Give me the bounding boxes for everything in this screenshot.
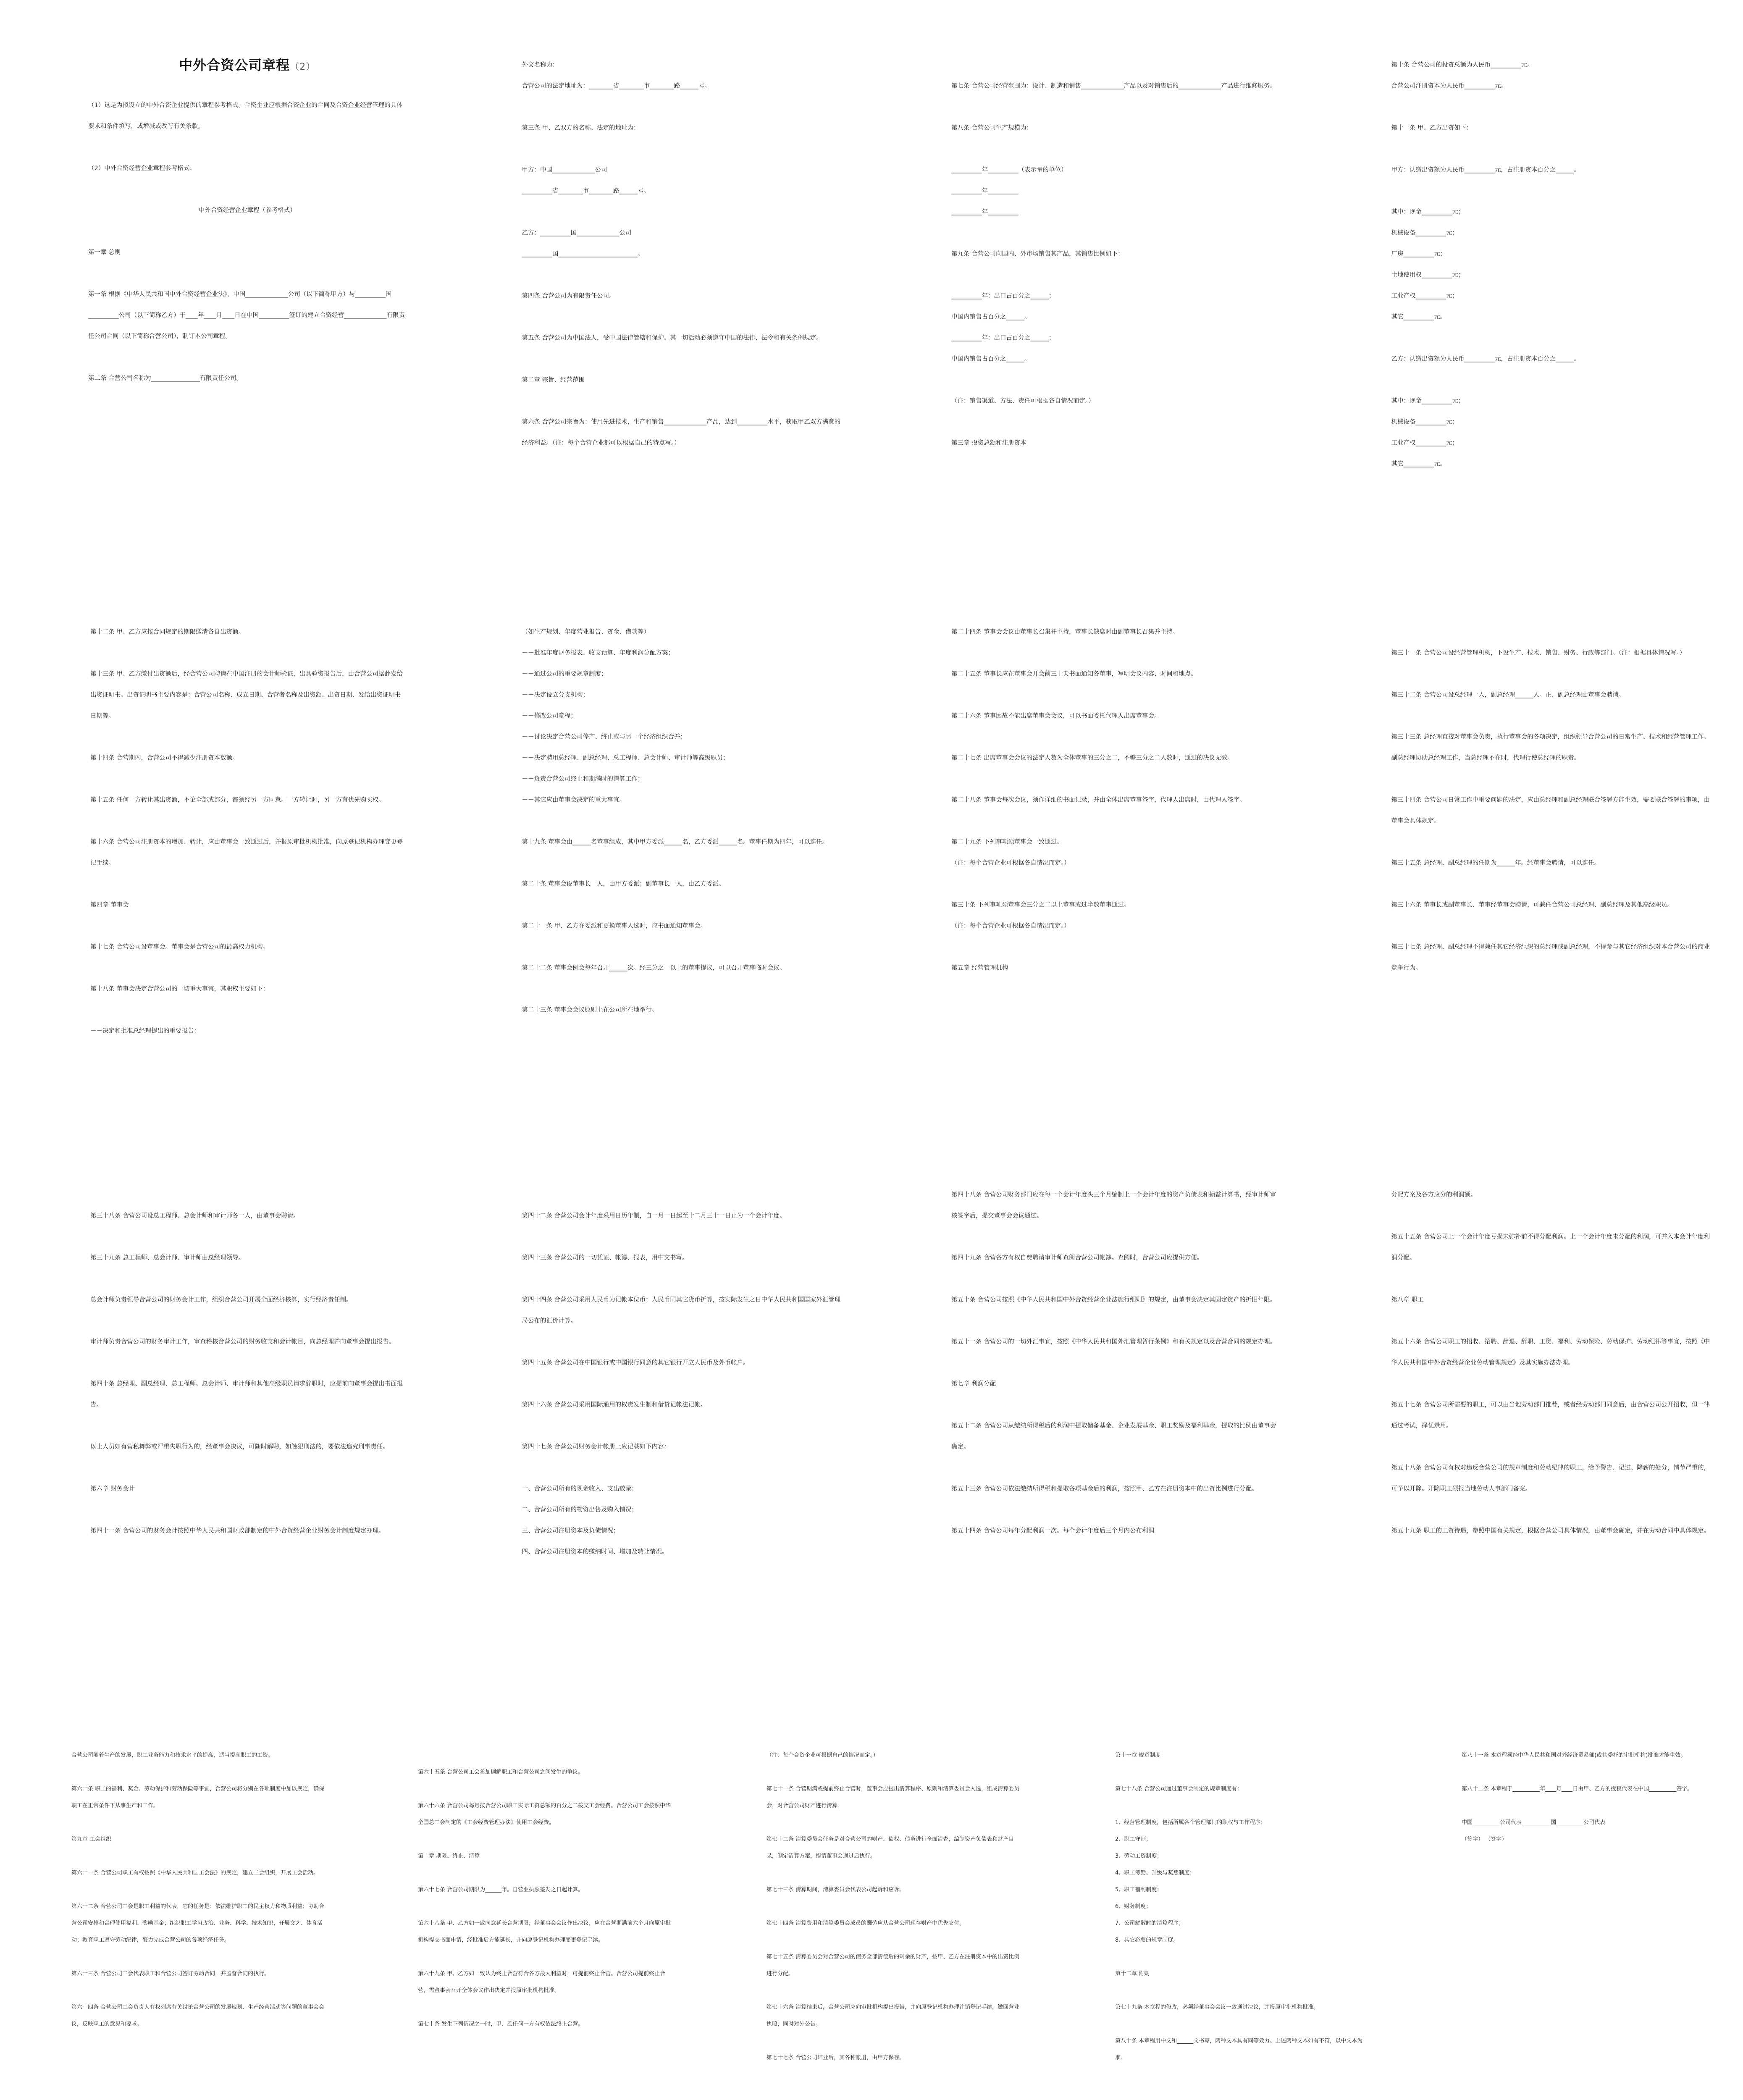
paragraph: __________国__________________________。 [522,251,644,257]
paragraph: 8、其它必要的规章制度。 [1115,1937,1179,1943]
paragraph: 第七条 合营公司经营范围为：设计、制造和销售______________产品以及对销售后的______________产品进行维修服务。 [951,83,1276,89]
page-body [951,622,1278,979]
page-11 [872,1184,1307,1562]
paragraph: 第二十八条 董事会每次会议，须作详细的书面记录，并由全体出席董事签字，代理人出席时，由代理人签字。 [951,797,1246,803]
paragraph: 第三十五条 总经理、副总经理的任期为______年。经董事会聘请，可以连任。 [1391,860,1601,866]
paragraph: 第三十九条 总工程师、总会计师、审计师由总经理领导。 [90,1255,245,1261]
paragraph: －－决定和批准总经理提出的重要报告： [90,1028,200,1034]
paragraph: （签字） （签字） [1462,1836,1507,1843]
paragraph: 第十五条 任何一方转让其出资额，不论全部或部分，都须经另一方同意。一方转让时，另一方有优先购买权。 [90,797,385,803]
paragraph: 第四十三条 合营公司的一切凭证、帐簿、报表，用中文书写。 [522,1255,688,1261]
page-8 [1307,622,1743,1042]
paragraph: 第八十一条 本章程须经中华人民共和国对外经济贸易部(或其委托的审批机构)批准才能生效。 [1462,1752,1686,1759]
paragraph: __________年__________ [951,188,1018,194]
paragraph: 第二十条 董事会设董事长一人，由甲方委派；副董事长一人，由乙方委派。 [522,881,725,887]
paragraph: 第七十四条 清算费用和清算委员会成员的酬劳应从合营公司现存财产中优先支付。 [766,1920,965,1927]
paragraph: 第四章 董事会 [90,902,129,908]
page-body [71,1747,328,2033]
paragraph: 第二十三条 董事会会议原则上在公司所在地举行。 [522,1007,658,1013]
paragraph: 第五十二条 合营公司从缴纳所得税后的利润中提取储备基金、企业发展基金、职工奖励及福利基金，提取的比例由董事会确定。 [951,1423,1276,1450]
paragraph: 第四十二条 合营公司会计年度采用日历年制，自一月一日起至十二月三十一日止为一个会计年度。 [522,1213,786,1219]
paragraph: 第五十条 合营公司按照《中华人民共和国中外合资经营企业法施行细则》的规定，由董事会决定其固定资产的折旧年限。 [951,1297,1276,1303]
paragraph: 第八章 职工 [1391,1297,1424,1303]
paragraph: 第五十七条 合营公司所需要的职工，可以由当地劳动部门推荐，或者经劳动部门同意后，由合营公司公开招收，但一律通过考试，择优录用。 [1391,1402,1710,1429]
page-body [1462,1747,1726,1848]
paragraph: －－负责合营公司终止和期满时的清算工作； [522,776,644,782]
paragraph: 第三十四条 合营公司日常工作中重要问题的决定，应由总经理和副总经理联合签署方能生效，需要联合签署的事项，由董事会具体规定。 [1391,797,1710,824]
paragraph: 第五十五条 合营公司上一个会计年度亏损未弥补前不得分配利润。上一个会计年度未分配的利润，可并入本会计年度利润分配。 [1391,1234,1710,1261]
paragraph: 4、职工考勤、升级与奖惩制度； [1115,1870,1195,1876]
paragraph: 机械设备__________元； [1391,419,1458,425]
paragraph: 第五章 经营管理机构 [951,965,1008,971]
page-17 [1394,1747,1743,2066]
paragraph: （2）中外合资经营企业章程参考格式： [88,165,196,172]
page-16 [1046,1747,1394,2066]
paragraph: 第二十七条 出席董事会会议的法定人数为全体董事的三分之二，不够三分之二人数时，通过的决议无效。 [951,755,1234,761]
paragraph: －－决定聘用总经理、副总经理、总工程师、总会计师、审计师等高级职员； [522,755,729,761]
page-body [90,1205,407,1541]
page-1 [0,55,436,475]
paragraph: 审计师负责合营公司的财务审计工作，审查稽核合营公司的财务收支和会计帐目，向总经理并向董事会提出报告。 [90,1339,395,1345]
paragraph: 6、财务制度； [1115,1903,1152,1910]
paragraph: 第六十八条 甲、乙方如一致同意延长合营期限，经董事会会议作出决议，应在合营期满前六个月向原审批机构提交书面申请，经批准后方能延长，并向原登记机构办理变更登记手续。 [418,1920,671,1943]
paragraph: 第七十一条 合营期满或提前终止合营时，董事会应提出清算程序、原则和清算委员会人选，组成清算委员会，对合营公司财产进行清算。 [766,1786,1020,1809]
paragraph: 第七十九条 本章程的修改，必须经董事会会议一致通过决议，并报原审批机构批准。 [1115,2004,1319,2011]
paragraph: 工业产权__________元； [1391,293,1458,299]
paragraph: 以上人员如有营私舞弊或严重失职行为的，经董事会决议，可随时解聘，如触犯刑法的，要依法追究刑事责任。 [90,1444,389,1450]
page-6 [436,622,872,1042]
page-title [88,55,407,74]
paragraph: 第二十五条 董事长应在董事会开会前三十天书面通知各董事，写明会议内容、时间和地点。 [951,671,1197,677]
paragraph: 第五十一条 合营公司的一切外汇事宜，按照《中华人民共和国外汇管理暂行条例》和有关规定以及合营合同的规定办理。 [951,1339,1276,1345]
paragraph: 第八十二条 本章程于__________年____月____日由甲、乙方的授权代表在中国__________签字。 [1462,1786,1693,1792]
paragraph: 第五十四条 合营公司每年分配利润一次。每个会计年度后三个月内公布利润 [951,1528,1155,1534]
paragraph: 第十二条 甲、乙方应按合同规定的期限缴清各自出资额。 [90,629,245,635]
paragraph: 第二十二条 董事会例会每年召开______次。经三分之一以上的董事提议，可以召开董事临时会议。 [522,965,786,971]
paragraph: 第三十七条 总经理、副总经理不得兼任其它经济组织的总经理或副总经理，不得参与其它经济组织对本合营公司的商业竞争行为。 [1391,944,1710,971]
paragraph: 第六十条 职工的福利、奖金、劳动保护和劳动保险等事宜，合营公司将分别在各项制度中加以规定，确保职工在正常条件下从事生产和工作。 [71,1786,325,1809]
paragraph: 第三章 投资总额和注册资本 [951,440,1026,446]
paragraph: －－其它应由董事会决定的重大事宜。 [522,797,625,803]
paragraph: 外文名称为： [522,62,559,68]
paragraph: 甲方：中国______________公司 [522,167,607,173]
paragraph: 合营公司注册资本为人民币__________元。 [1391,83,1507,89]
paragraph: 第十四条 合营期内，合营公司不得减少注册资本数额。 [90,755,239,761]
paragraph: 第六章 财务会计 [90,1486,135,1492]
page-body [951,76,1278,454]
paragraph: 第七十三条 清算期间，清算委员会代表公司起诉和应诉。 [766,1887,905,1893]
paragraph: 三、合营公司注册资本及负债情况； [522,1528,620,1534]
paragraph: __________省________市________路______号。 [522,188,650,194]
paragraph: 中国__________公司代表 __________国__________公司代表 [1462,1819,1606,1826]
page-body [522,55,843,454]
paragraph: 第八条 合营公司生产规模为： [951,125,1033,131]
paragraph: －－批准年度财务报表、收支预算、年度利润分配方案； [522,650,674,656]
title-suffix: （2） [290,62,316,72]
paragraph: －－通过公司的重要规章制度； [522,671,607,677]
paragraph: （注：每个合营企业可根据各自情况而定。） [951,860,1070,866]
paragraph: 中国内销售占百分之______。 [951,356,1031,362]
paragraph: 第四十九条 合营各方有权自费聘请审计师查阅合营公司帐簿。查阅时，合营公司应提供方便。 [951,1255,1203,1261]
paragraph: 乙方：__________国______________公司 [522,230,632,236]
paragraph: 第三十一条 合营公司设经营管理机构，下设生产、技术、销售、财务、行政等部门。（注：根据具体情况写。） [1391,650,1686,656]
paragraph: 第十七条 合营公司设董事会。董事会是合营公司的最高权力机构。 [90,944,269,950]
paragraph: 第六十一条 合营公司职工有权按照《中华人民共和国工会法》的规定，建立工会组织，开展工会活动。 [71,1870,319,1876]
paragraph: 第十九条 董事会由______名董事组成，其中甲方委派______名，乙方委派______名。董事任期为四年，可以连任。 [522,839,829,845]
paragraph: 第四十四条 合营公司采用人民币为记帐本位币；人民币同其它货币折算，按实际发生之日中华人民共和国国家外汇管理局公布的汇价计算。 [522,1297,841,1324]
paragraph: 第五条 合营公司为中国法人，受中国法律管辖和保护。其一切活动必须遵守中国的法律、法令和有关条例规定。 [522,335,822,341]
paragraph: 一、合营公司所有的现金收入、支出数量； [522,1486,638,1492]
paragraph: －－决定设立分支机构； [522,692,589,698]
paragraph: 土地使用权__________元； [1391,272,1465,278]
page-4 [1307,55,1743,475]
paragraph: 1、经营管理制度，包括所属各个管理部门的职权与工作程序； [1115,1819,1266,1826]
paragraph: 第五十六条 合营公司职工的招收、招聘、辞退、辞职、工资、福利、劳动保险、劳动保护、劳动纪律等事宜，按照《中华人民共和国中外合资经营企业劳动管理规定》及其实施办法办理。 [1391,1339,1710,1366]
paragraph: 第六条 合营公司宗旨为：使用先进技术，生产和销售______________产品，达到__________水平，获取甲乙双方满意的经济利益。（注：每个合营企业都可以根据自己的特点写。） [522,419,841,446]
paragraph: （注：销售渠道、方法、责任可根据各自情况而定。） [951,398,1095,404]
paragraph: 第七十条 发生下列情况之一时，甲、乙任何一方有权依法终止合营。 [418,2021,584,2027]
page-body [1391,55,1714,475]
paragraph: 合营公司随着生产的发展，职工业务能力和技术水平的提高，适当提高职工的工资。 [71,1752,274,1759]
paragraph: 第三十二条 合营公司设总经理一人，副总经理______人。正、副总经理由董事会聘请。 [1391,692,1625,698]
page-14 [349,1747,697,2066]
paragraph: 其中：现金__________元； [1391,209,1465,215]
paragraph: 第三条 甲、乙双方的名称、法定的地址为： [522,125,640,131]
page-body [951,1184,1278,1541]
paragraph: 第一条 根据《中华人民共和国中外合资经营企业法》，中国______________公司（以下简称甲方）与__________国__________公司（以下简称乙方）于____年____月____日在中国__________签订的建立合资经营______________有限责任公司合同（以下简称合营公司），制订本公司章程。 [88,291,405,340]
paragraph: 乙方：认缴出资额为人民币__________元，占注册资本百分之______。 [1391,356,1580,362]
paragraph: 第十条 合营公司的投资总额为人民币__________元。 [1391,62,1533,68]
paragraph: 第二十四条 董事会会议由董事长召集并主持，董事长缺席时由副董事长召集并主持。 [951,629,1179,635]
paragraph: 总会计师负责领导合营公司的财务会计工作，组织合营公司开展全面经济核算，实行经济责任制。 [90,1297,352,1303]
page-row-1 [0,55,1743,475]
paragraph: 第七章 利润分配 [951,1381,996,1387]
paragraph: 第四十八条 合营公司财务部门应在每一个会计年度头三个月编制上一个会计年度的资产负债表和损益计算书，经审计师审核签字后，提交董事会会议通过。 [951,1192,1276,1219]
paragraph: 2、职工守则； [1115,1836,1152,1843]
paragraph: （注：每个合营企业可根据各自情况而定。） [951,923,1070,929]
page-9 [0,1184,436,1562]
title-text: 中外合资公司章程 [179,57,290,73]
page-body [1391,1184,1714,1541]
paragraph: 甲方：认缴出资额为人民币__________元，占注册资本百分之______。 [1391,167,1580,173]
paragraph: 第四十条 总经理、副总经理、总工程师、总会计师、审计师和其他高级职员请求辞职时，应提前向董事会提出书面报告。 [90,1381,403,1408]
paragraph: 工业产权__________元； [1391,440,1458,446]
paragraph: 四、合营公司注册资本的缴纳时间、增加及转让情况。 [522,1549,668,1555]
paragraph: 第二十一条 甲、乙方在委派和更换董事人选时，应书面通知董事会。 [522,923,707,929]
paragraph: 第三十三条 总经理直接对董事会负责，执行董事会的各项决定，组织领导合营公司的日常生产、技术和经营管理工作。副总经理协助总经理工作，当总经理不在时，代理行使总经理的职责。 [1391,734,1710,761]
paragraph: 7、公司解散时的清算程序； [1115,1920,1184,1927]
paragraph: 其中：现金__________元； [1391,398,1465,404]
paragraph: 其它__________元。 [1391,461,1446,467]
paragraph: 第六十六条 合营公司每月按合营公司职工实际工资总额的百分之二拨交工会经费。合营公司工会按照中华全国总工会制定的《工会经费管理办法》使用工会经费。 [418,1803,671,1826]
paragraph: 合营公司的法定地址为：________省________市________路______号。 [522,83,711,89]
page-body [1115,1747,1373,2066]
page-body [90,622,407,1042]
paragraph: 5、职工福利制度； [1115,1887,1163,1893]
paragraph: 第七十六条 清算结束后，合营公司应向审批机构提出报告，并向原登记机构办理注销登记手续，缴回营业执照，同时对外公告。 [766,2004,1020,2027]
paragraph: 第四十五条 合营公司在中国银行或中国银行同意的其它银行开立人民币及外币帐户。 [522,1360,749,1366]
paragraph: （如生产规划、年度营业报告、资金、借款等） [522,629,650,635]
paragraph: 中国内销售占百分之______。 [951,314,1031,320]
page-7 [872,622,1307,1042]
page-body [522,622,843,1021]
paragraph: 第十一条 甲、乙方出资如下： [1391,125,1473,131]
paragraph: 第十二章 附则 [1115,1971,1150,1977]
paragraph: 第五十八条 合营公司有权对违反合营公司的规章制度和劳动纪律的职工，给予警告、记过、降薪的处分，情节严重的，可予以开除。开除职工须报当地劳动人事部门备案。 [1391,1465,1710,1492]
paragraph: __________年：出口占百分之______； [951,335,1055,341]
paragraph: 第六十三条 合营公司工会代表职工和合营公司签订劳动合同，并监督合同的执行。 [71,1971,270,1977]
paragraph: 第六十九条 甲、乙方如一致认为终止合营符合各方最大利益时，可提前终止合营。合营公司提前终止合营，需董事会召开全体会议作出决定并报原审批机构批准。 [418,1971,666,1994]
paragraph: 中外合资经营企业章程（参考格式） [198,207,296,214]
page-body [766,1747,1025,2066]
paragraph: 第十章 期限、终止、清算 [418,1853,480,1859]
paragraph: 第十八条 董事会决定合营公司的一切重大事宜，其职权主要如下： [90,986,269,992]
paragraph: 机械设备__________元； [1391,230,1458,236]
page-row-3 [0,1184,1743,1562]
paragraph: （注：每个合资企业可根据自己的情况而定。） [766,1752,879,1759]
paragraph: 第二条 合营公司名称为________________有限责任公司。 [88,375,243,382]
page-15 [697,1747,1046,2066]
paragraph: 第五十九条 职工的工资待遇，参照中国有关规定，根据合营公司具体情况，由董事会确定，并在劳动合同中具体规定。 [1391,1528,1710,1534]
paragraph: 其它__________元。 [1391,314,1446,320]
page-body [522,1205,843,1562]
paragraph: 第四条 合营公司为有限责任公司。 [522,293,615,299]
page-13 [0,1747,349,2066]
paragraph: 第二章 宗旨、经营范围 [522,377,585,383]
page-body [88,95,407,389]
paragraph: 第九条 合营公司向国内、外市场销售其产品，其销售比例如下： [951,251,1124,257]
paragraph: 第二十九条 下列事项须董事会一致通过。 [951,839,1063,845]
paragraph: （1）这是为拟设立的中外合资企业提供的章程参考格式。合资企业应根据合资企业的合同及合资企业经营管理的具体要求和条件填写，或增减或改写有关条款。 [88,102,403,130]
page-3 [872,55,1307,475]
page-10 [436,1184,872,1562]
paragraph: 第十六条 合营公司注册资本的增加、转让，应由董事会一致通过后，并报原审批机构批准，向原登记机构办理变更登记手续。 [90,839,403,866]
paragraph: 第八十条 本章程用中文和______文书写，两种文本具有同等效力。上述两种文本如有不符，以中文本为准。 [1115,2038,1363,2061]
page-12 [1307,1184,1743,1562]
paragraph: 第五十三条 合营公司依法缴纳所得税和提取各项基金后的利润，按照甲、乙方在注册资本中的出资比例进行分配。 [951,1486,1258,1492]
paragraph: 第九章 工会组织 [71,1836,112,1843]
page-body [1391,643,1714,979]
paragraph: 第三十条 下列事项须董事会三分之二以上董事或过半数董事通过。 [951,902,1130,908]
paragraph: 厂房__________元； [1391,251,1446,257]
paragraph: __________年：出口占百分之______； [951,293,1055,299]
paragraph: 第四十六条 合营公司采用国际通用的权责发生制和借贷记帐法记帐。 [522,1402,707,1408]
paragraph: 第六十二条 合营公司工会是职工利益的代表，它的任务是：依法维护职工的民主权力和物质利益；协助合营公司安排和合理使用福利、奖励基金；组织职工学习政治、业务、科学、技术知识，开展文艺、体育活动；教育职工遵守劳动纪律，努力完成合营公司的各项经济任务。 [71,1903,325,1943]
paragraph: 第三十八条 合营公司设总工程师、总会计师和审计师各一人，由董事会聘请。 [90,1213,299,1219]
paragraph: －－修改公司章程； [522,713,577,719]
paragraph: __________年__________ [951,209,1018,215]
paragraph: 分配方案及各方应分的利润额。 [1391,1192,1477,1198]
paragraph: 第四十七条 合营公司财务会计帐册上应记载如下内容： [522,1444,670,1450]
paragraph: －－讨论决定合营公司停产、终止或与另一个经济组织合并； [522,734,686,740]
paragraph: 第三十六条 董事长或副董事长、董事经董事会聘请，可兼任合营公司总经理、副总经理及其他高级职员。 [1391,902,1674,908]
page-row-2 [0,622,1743,1042]
paragraph: 第一章 总则 [88,249,121,256]
paragraph: 第六十五条 合营公司工会参加调解职工和合营公司之间发生的争议。 [418,1769,584,1775]
page-2 [436,55,872,475]
page-body [418,1764,676,2033]
paragraph: 二、合营公司所有的物资出售及购入情况； [522,1507,638,1513]
paragraph: 第十一章 规章制度 [1115,1752,1161,1759]
paragraph: 第六十四条 合营公司工会负责人有权列席有关讨论合营公司的发展规划、生产经营活动等问题的董事会会议，反映职工的意见和要求。 [71,2004,325,2027]
paragraph: 第七十二条 清算委员会任务是对合营公司的财产、债权、债务进行全面清查，编制资产负债表和财产目录，制定清算方案，提请董事会通过后执行。 [766,1836,1014,1859]
paragraph: 第四十一条 合营公司的财务会计按照中华人民共和国财政部制定的中外合资经营企业财务会计制度规定办理。 [90,1528,385,1534]
page-5 [0,622,436,1042]
paragraph: 3、劳动工资制度； [1115,1853,1163,1859]
paragraph: 第七十八条 合营公司通过董事会制定的规章制度有： [1115,1786,1243,1792]
paragraph: 第七十五条 清算委员会对合营公司的债务全部清偿后的剩余的财产，按甲、乙方在注册资本中的出资比例进行分配。 [766,1954,1020,1977]
paragraph: __________年__________（表示量的单位） [951,167,1067,173]
paragraph: 第六十七条 合营公司期限为______年。自营业执照签发之日起计算。 [418,1887,584,1893]
paragraph: 第七十七条 合营公司结业后，其各种帐册，由甲方保存。 [766,2055,905,2061]
paragraph: 第二十六条 董事因故不能出席董事会会议，可以书面委托代理人出席董事会。 [951,713,1160,719]
paragraph: 第十三条 甲、乙方缴付出资额后，经合营公司聘请在中国注册的会计师验证，出具验资报告后，由合营公司据此发给出资证明书。出资证明书主要内容是：合营公司名称、成立日期、合营者名称及出资额、出资日期、发给出资证明书日期等。 [90,671,403,719]
page-row-4 [0,1747,1743,2066]
